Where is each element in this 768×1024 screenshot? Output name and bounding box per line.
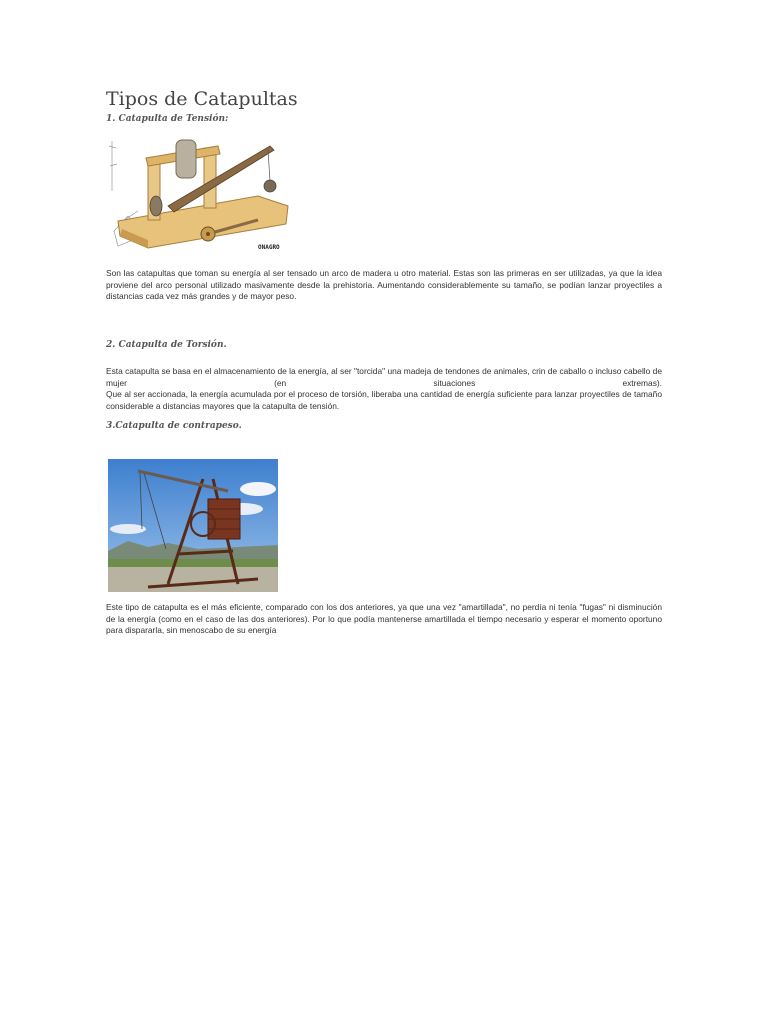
section-heading-counterweight: 3.Catapulta de contrapeso.: [106, 421, 242, 431]
paragraph-counterweight: Este tipo de catapulta es el más eficiente, comparado con los dos anteriores, ya que una vez "amartillada", no perdía ni tenía "fugas" ni disminución de la energía (como en el caso de las dos anteriores). Por lo que podía mantenerse amartillada el tiempo necesario y esperar el momento oportuno para dispararla, sin menoscabo de su energía: [106, 602, 662, 635]
section-heading-tension: 1. Catapulta de Tensión:: [106, 114, 229, 124]
paragraph-tension: Son las catapultas que toman su energía al ser tensado un arco de madera u otro material. Estas son las primeras en ser utilizadas, ya que la idea proviene del arco personal utilizado masivamente desde la prehistoria. Aumentando considerablemente su tamaño, se podían lanzar proyectiles a distancias cada vez más grandes y de mayor peso.: [106, 268, 662, 301]
page-title: Tipos de Catapultas: [106, 88, 298, 110]
paragraph-torsion-2: Que al ser accionada, la energía acumulada por el proceso de torsión, liberaba una cantidad de energía suficiente para lanzar proyectiles de tamaño considerable a distancias mayores que la catapulta de tensión.: [106, 389, 662, 411]
onagro-illustration: [108, 136, 292, 258]
section-heading-torsion: 2. Catapulta de Torsión.: [106, 340, 227, 350]
paragraph-torsion-1: Esta catapulta se basa en el almacenamiento de la energía, al ser "torcida" una madeja de tendones de animales, crin de caballo o incluso cabello de mujer (en situaciones extremas).: [106, 366, 662, 388]
onagro-label: ONAGRO: [258, 244, 280, 251]
trebuchet-photo: [108, 459, 278, 592]
